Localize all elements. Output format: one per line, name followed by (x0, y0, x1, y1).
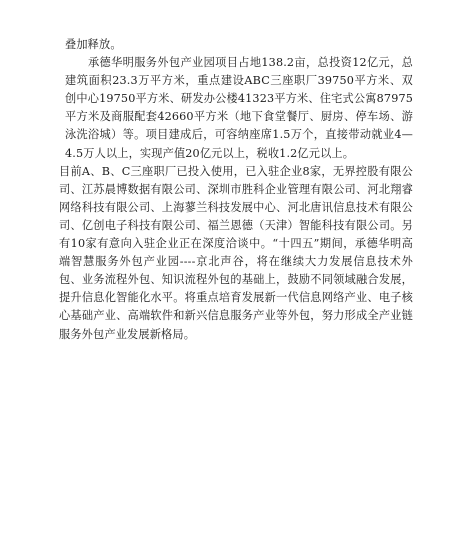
paragraph-current-status: 目前A、B、C三座职厂已投入使用，已入驻企业8家，无界控股有限公司、江苏晨博数据有限公司、深圳市胜科企业管理有限公司、河北翔睿网络科技有限公司、上海蓼兰科技发展中心、河北唐讯信息技术有限公司、亿创电子科技有限公司、福兰恩德（天津）智能科技有限公司。另有10家有意向入驻企业正在深度洽谈中。“十四五”期间，承德华明高端智慧服务外包产业园----京北声谷，将在继续大力发展信息技术外包、业务流程外包、知识流程外包的基础上，鼓励不同领域融合发展，提升信息化智能化水平。将重点培育发展新一代信息网络产业、电子核心基础产业、高端软件和新兴信息服务产业等外包，努力形成全产业链服务外包产业发展新格局。 (59, 164, 413, 341)
paragraph-project-overview: 承德华明服务外包产业园项目占地138.2亩，总投资12亿元，总建筑面积23.3万平方米，重点建设ABC三座职厂39750平方米、双创中心19750平方米、研发办公楼41323平方米、住宅式公寓87975平方米及商服配套42660平方米（地下食堂餐厅、厨房、停车场、游泳洗浴城）等。项目建成后，可容纳座席1.5万个，直接带动就业4—4.5万人以上，实现产值20亿元以上，税收1.2亿元以上。 (65, 56, 413, 160)
paragraph-continuation: 叠加释放。 (65, 38, 122, 51)
document-body (59, 36, 413, 344)
